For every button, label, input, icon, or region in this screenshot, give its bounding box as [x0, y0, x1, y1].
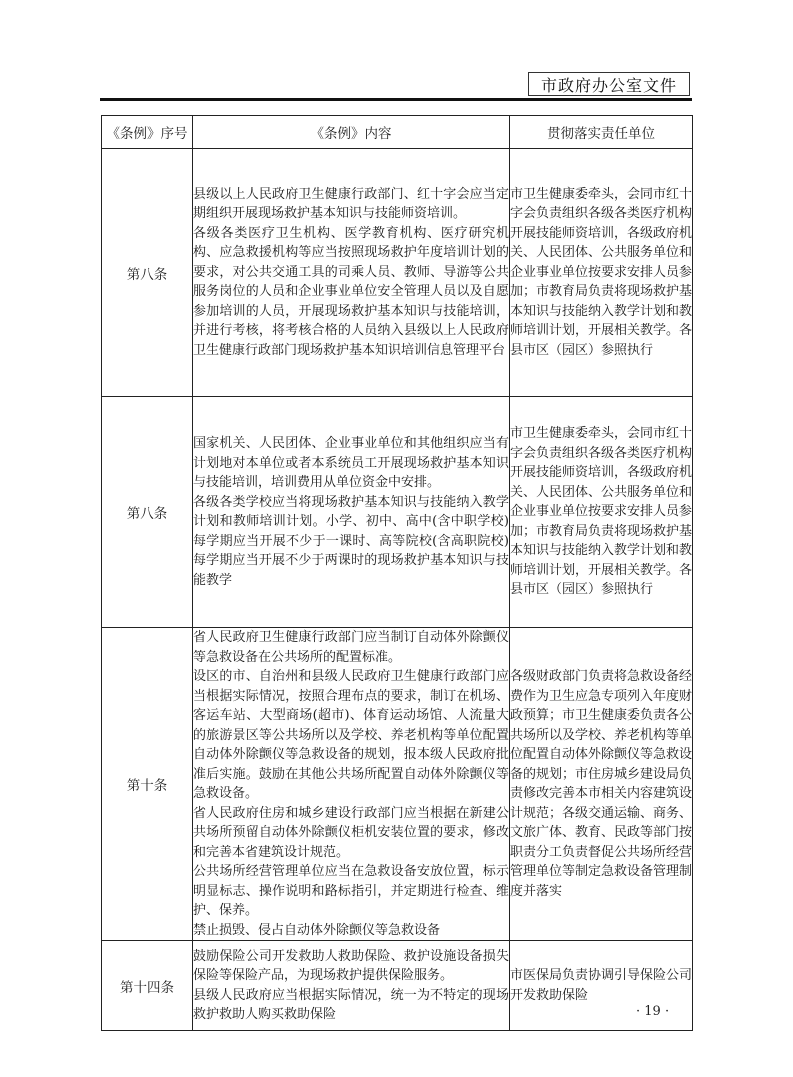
responsible-text: 各级财政部门负责将急救设备经费作为卫生应急专项列入年度财政预算；市卫生健康委负责各公共场所以及学校、养老机构等单位配置自动体外除颤仪等急救设备的规划；市住房城乡建设局负责修改完善本市相关内容建筑设计规范；各级交通运输、商务、文旅广体、教育、民政等部门按职责分工负责督促公共场所经营管理单位等制定急救设备管理制度并落实: [510, 669, 693, 899]
article-number: 第八条: [102, 397, 193, 628]
responsible-text: 市医保局负责协调引导保险公司开发救助保险: [510, 968, 693, 1003]
content-paragraph: 县级人民政府应当根据实际情况，统一为不特定的现场救护救助人购买救助保险: [193, 987, 509, 1022]
table-row: [102, 397, 693, 628]
content-paragraph: 鼓励保险公司开发救助人救助保险、救护设施设备损失保险等保险产品，为现场救护提供保险服务。: [193, 948, 509, 983]
header-divider: [100, 98, 692, 101]
content-paragraph: 设区的市、自治州和县级人民政府卫生健康行政部门应当根据实际情况，按照合理布点的要求，制订在机场、客运车站、大型商场(超市)、体育运动场馆、人流量大的旅游景区等公共场所以及学校、养老机构等单位配置自动体外除颤仪等急救设备的规划，报本级人民政府批准后实施。鼓励在其他公共场所配置自动体外除颤仪等急救设备。: [193, 669, 509, 801]
column-header-content: 《条例》内容: [193, 116, 510, 149]
table-row: [102, 941, 693, 1031]
table-header-row: [102, 116, 693, 149]
content-paragraph: 国家机关、人民团体、企业事业单位和其他组织应当有计划地对本单位或者本系统员工开展现场救护基本知识与技能培训，培训费用从单位资金中安排。: [193, 436, 509, 490]
responsible-text: 市卫生健康委牵头，会同市红十字会负责组织各级各类医疗机构开展技能师资培训，各级政府机关、人民团体、公共服务单位和企业事业单位按要求安排人员参加；市教育局负责将现场救护基本知识与技能纳入教学计划和教师培训计划，开展相关教学。各县市区（园区）参照执行: [510, 186, 693, 358]
article-content: [193, 941, 510, 1031]
table-row: [102, 628, 693, 941]
content-paragraph: 公共场所经营管理单位应当在急救设备安放位置，标示明显标志、操作说明和路标指引，并定期进行检查、维护、保养。: [193, 864, 509, 918]
content-paragraph: 各级各类医疗卫生机构、医学教育机构、医疗研究机构、应急救援机构等应当按照现场救护年度培训计划的要求，对公共交通工具的司乘人员、教师、导游等公共服务岗位的人员和企业事业单位安全管理人员以及自愿参加培训的人员，开展现场救护基本知识与技能培训，并进行考核，将考核合格的人员纳入县级以上人民政府卫生健康行政部门现场救护基本知识培训信息管理平台: [193, 225, 509, 358]
article-number: 第十四条: [102, 941, 193, 1031]
article-content: [193, 628, 510, 941]
responsible-unit: [510, 397, 693, 628]
article-content: [193, 149, 510, 397]
content-paragraph: 省人民政府卫生健康行政部门应当制订自动体外除颤仪等急救设备在公共场所的配置标准。: [193, 630, 509, 665]
responsible-unit: [510, 149, 693, 397]
document-header-badge: 市政府办公室文件: [528, 72, 690, 96]
regulation-table: [101, 115, 693, 1031]
content-paragraph: 省人民政府住房和城乡建设行政部门应当根据在新建公共场所预留自动体外除颤仪柜机安装位置的要求，修改和完善本省建筑设计规范。: [193, 805, 509, 860]
responsible-text: 市卫生健康委牵头，会同市红十字会负责组织各级各类医疗机构开展技能师资培训，各级政府机关、人民团体、公共服务单位和企业事业单位按要求安排人员参加；市教育局负责将现场救护基本知识与技能纳入教学计划和教师培训计划，开展相关教学。各县市区（园区）参照执行: [510, 426, 693, 598]
article-number: 第八条: [102, 149, 193, 397]
table-row: [102, 149, 693, 397]
content-paragraph: 县级以上人民政府卫生健康行政部门、红十字会应当定期组织开展现场救护基本知识与技能师资培训。: [193, 186, 509, 222]
column-header-responsible-unit: 贯彻落实责任单位: [510, 116, 693, 149]
responsible-unit: [510, 628, 693, 941]
page-number: · 19 ·: [636, 1004, 670, 1019]
content-paragraph: 禁止损毁、侵占自动体外除颤仪等急救设备: [193, 922, 441, 938]
article-content: [193, 397, 510, 628]
content-paragraph: 各级各类学校应当将现场救护基本知识与技能纳入教学计划和教师培训计划。小学、初中、高中(含中职学校)每学期应当开展不少于一课时、高等院校(含高职院校)每学期应当开展不少于两课时的现场救护基本知识与技能教学: [193, 494, 509, 588]
column-header-article-no: 《条例》序号: [102, 116, 193, 149]
article-number: 第十条: [102, 628, 193, 941]
